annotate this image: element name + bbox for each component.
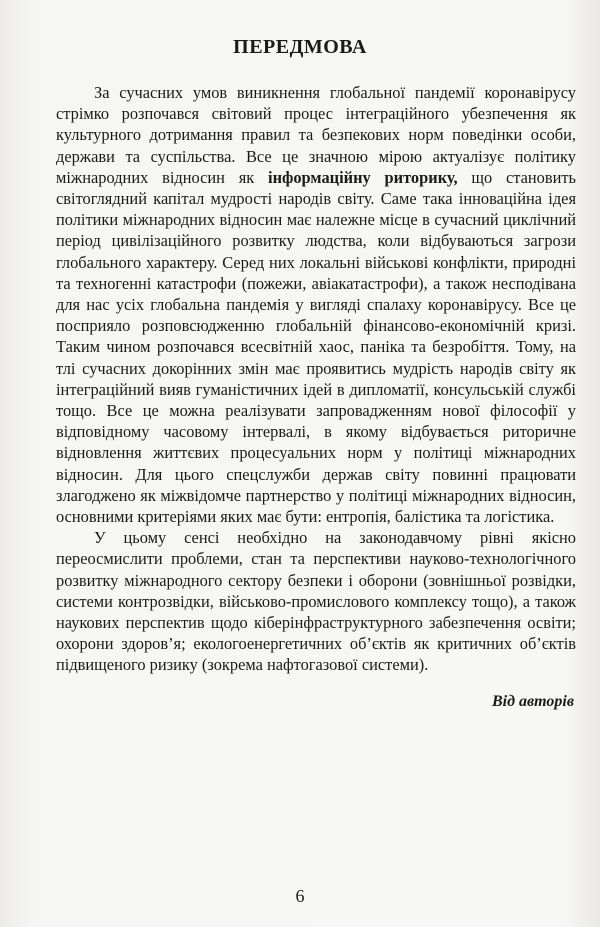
paragraph-1-text-b: що становить світоглядний капітал мудрості народів світу. Саме така інноваційна ідея політики міжнародних відносин має належне місце в сучасний циклічний період цивілізаційного розвитку людства, коли відбуваються загрози глобального характеру. Серед них локальні військові конфлікти, природні та техногенні катастрофи (пожежи, авіакатастрофи), а також несподівана для нас усіх глобальна пандемія у вигляді спалаху коронавірусу. Все це посприяло розповсюдженню глобальній фінансово-економічній кризі. Таким чином розпочався всесвітній хаос, паніка та безробіття. Тому, на тлі сучасних докорінних змін має проявитись мудрість народів світу як інтеграційний вияв гуманістичних ідей в дипломатії, консульській службі тощо. Все це можна реалізувати запровадженням нової філософії у відповідному часовому інтервалі, в якому відбувається риторичне відновлення життєвих процесуальних норм у політиці міжнародних відносин. Для цього спецслужби держав світу повинні працювати злагоджено як міжвідомче партнерство у політиці міжнародних відносин, основними критеріями яких має бути: ентропія, балістика та логістика. bbox=[56, 167, 576, 527]
authors-signature: Від авторів bbox=[491, 693, 574, 710]
page-number: 6 bbox=[295, 886, 305, 906]
paragraph-1-bold-term: інформаційну риторику, bbox=[268, 167, 458, 187]
paragraph-1-text-a: За сучасних умов виникнення глобальної пандемії коронавірусу стрімко розпочався світовий процес інтеграційного убезпечення як культурного дотримання правил та безпекових норм поведінки особи, держави та суспільства. Все це значною мірою актуалізує політику міжнародних відносин як bbox=[56, 83, 576, 187]
paragraph-1 bbox=[56, 82, 576, 527]
paragraph-2: У цьому сенсі необхідно на законодавчому рівні якісно переосмислити проблеми, стан та перспективи науково-технологічного розвитку міжнародного сектору безпеки і оборони (зовнішньої розвідки, системи контрозвідки, військово-промислового комплексу тощо), а також наукових перспектив щодо кіберінфраструктурного забезпечення освіти; охорони здоров’я; екологоенергетичних об’єктів як критичних об’єктів підвищеного ризику (зокрема нафтогазової системи). bbox=[56, 528, 576, 675]
body-text bbox=[56, 82, 576, 676]
page-heading: ПЕРЕДМОВА bbox=[233, 36, 367, 58]
